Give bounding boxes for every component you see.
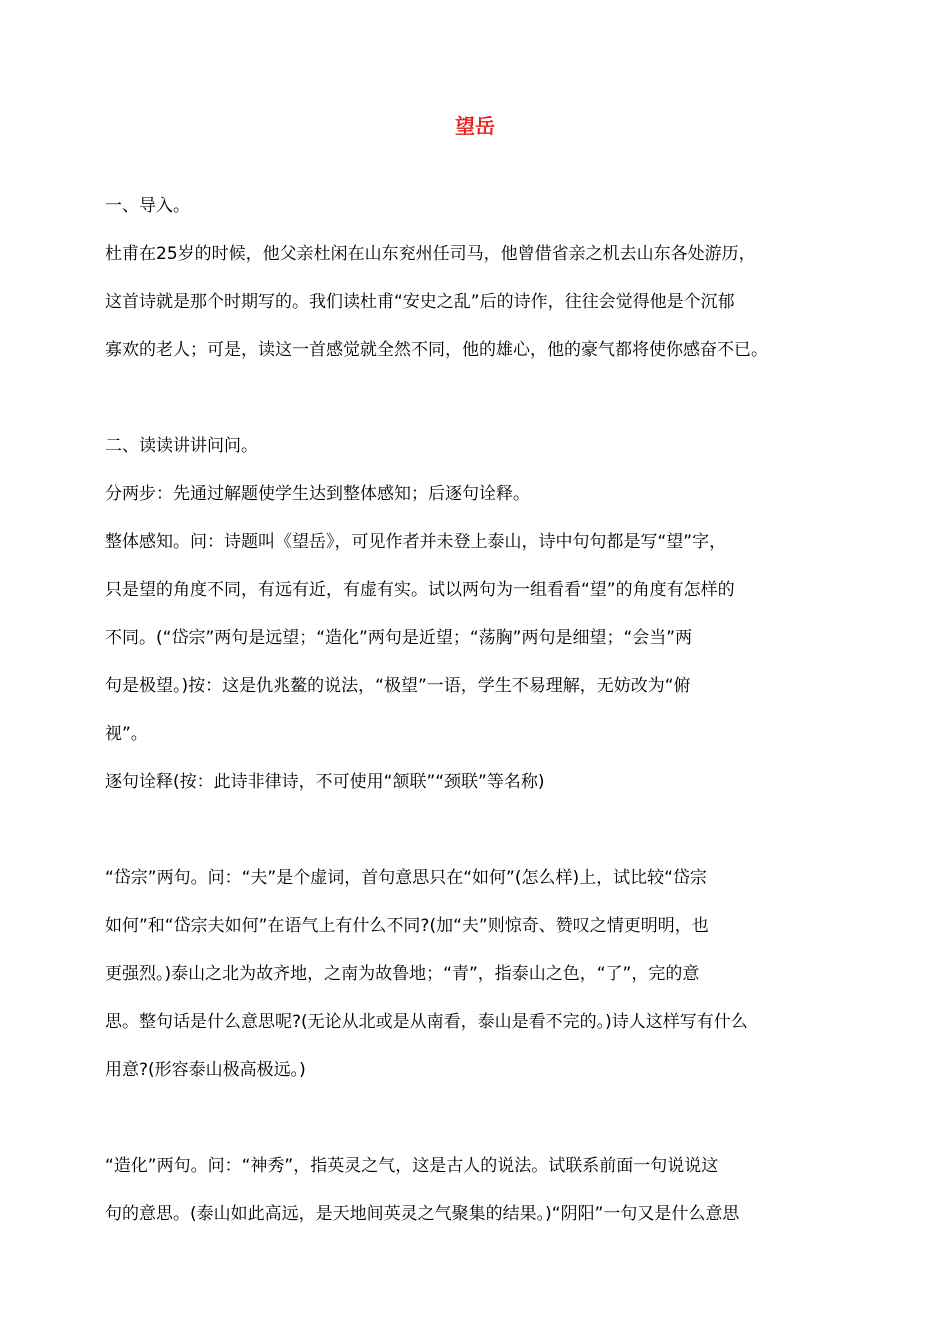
text-line: 杜甫在25岁的时候，他父亲杜闲在山东兖州任司马，他曾借省亲之机去山东各处游历， — [105, 244, 756, 264]
text-line: 一、导入。 — [105, 196, 190, 216]
text-line: 只是望的角度不同，有远有近，有虚有实。试以两句为一组看看“望”的角度有怎样的 — [105, 580, 735, 600]
text-line: 句的意思。(泰山如此高远，是天地间英灵之气聚集的结果。)“阴阳”一句又是什么意思 — [105, 1204, 740, 1224]
text-line: 这首诗就是那个时期写的。我们读杜甫“安史之乱”后的诗作，往往会觉得他是个沉郁 — [105, 292, 735, 312]
text-line: 视”。 — [105, 724, 148, 744]
paragraph-gap — [105, 1104, 855, 1152]
text-line: 寡欢的老人；可是，读这一首感觉就全然不同，他的雄心，他的豪气都将使你感奋不已。 — [105, 340, 768, 360]
text-line: 思。整句话是什么意思呢?(无论从北或是从南看，泰山是看不完的。)诗人这样写有什么 — [105, 1012, 748, 1032]
paragraph-gap — [105, 816, 855, 864]
text-line: 逐句诠释(按：此诗非律诗，不可使用“颔联”“颈联”等名称) — [105, 772, 545, 792]
text-line: 分两步：先通过解题使学生达到整体感知；后逐句诠释。 — [105, 484, 530, 504]
document-title: 望岳 — [455, 114, 495, 138]
text-line: “造化”两句。问：“神秀”，指英灵之气，这是古人的说法。试联系前面一句说说这 — [105, 1156, 719, 1176]
text-line: 如何”和“岱宗夫如何”在语气上有什么不同?(加“夫”则惊奇、赞叹之情更明明，也 — [105, 916, 709, 936]
text-line: 更强烈。)泰山之北为故齐地，之南为故鲁地；“青”，指泰山之色，“了”，完的意 — [105, 964, 700, 984]
text-line: 整体感知。问：诗题叫《望岳》，可见作者并未登上泰山，诗中句句都是写“望”字， — [105, 532, 727, 552]
text-line: 用意?(形容泰山极高极远。) — [105, 1060, 306, 1080]
document-body — [105, 192, 855, 1248]
text-line: 不同。(“岱宗”两句是远望；“造化”两句是近望；“荡胸”两句是细望；“会当”两 — [105, 628, 693, 648]
text-line: “岱宗”两句。问：“夫”是个虚词，首句意思只在“如何”(怎么样)上，试比较“岱宗 — [105, 868, 707, 888]
text-line: 句是极望。)按：这是仇兆鳌的说法，“极望”一语，学生不易理解，无妨改为“俯 — [105, 676, 691, 696]
paragraph-gap — [105, 384, 855, 432]
text-line: 二、读读讲讲问问。 — [105, 436, 258, 456]
